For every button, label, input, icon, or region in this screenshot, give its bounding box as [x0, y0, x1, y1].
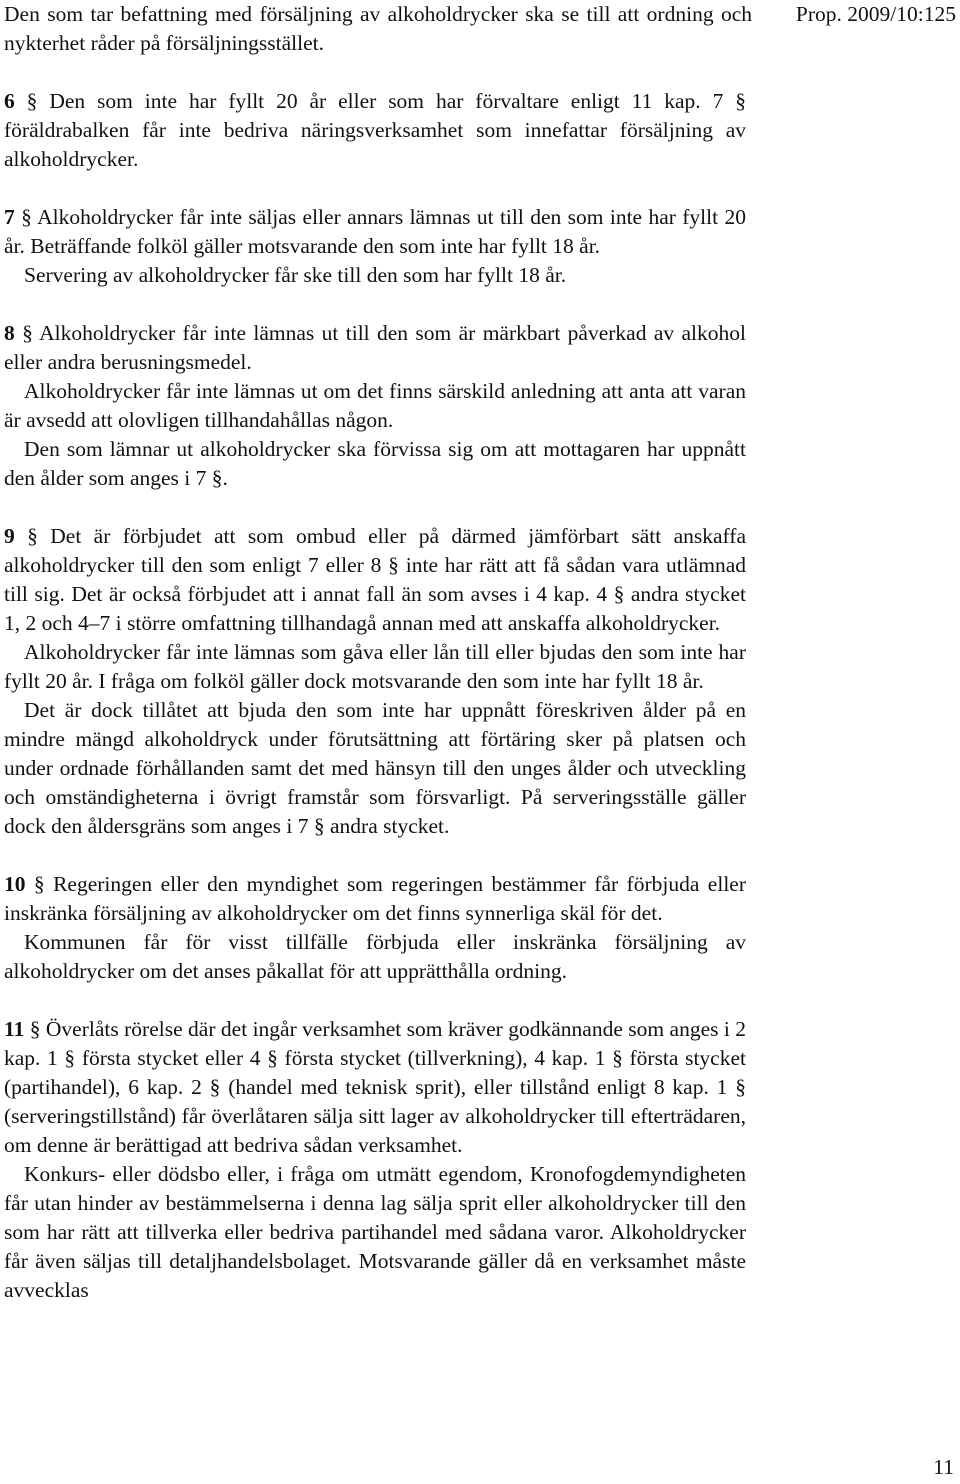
section-paragraph: Alkoholdrycker får inte säljas eller annars lämnas ut till den som inte har fyllt 20 år. Beträffande folköl gäller motsvarande den som inte har fyllt 18 år. [4, 205, 746, 258]
section-paragraph: Alkoholdrycker får inte lämnas ut om det finns särskild anledning att anta att varan är avsedd att olovligen tillhandahållas någon. [4, 379, 746, 432]
section-9: 9 § Det är förbjudet att som ombud eller på därmed jämförbart sätt anskaffa alkoholdrycker till den som enligt 7 eller 8 § inte har rätt att få sådan vara utlämnad till sig. Det är också förbjudet att i annat fall än som avses i 4 kap. 4 § andra stycket 1, 2 och 4–7 i större omfattning tillhandagå annan med att anskaffa alkoholdrycker. Alkoholdrycker får inte lämnas som gåva eller lån till eller bjudas den som inte har fyllt 20 år. I fråga om folköl gäller dock motsvarande den som inte har fyllt 18 år. Det är dock tillåtet att bjuda den som inte har uppnått föreskriven ålder på en mindre mängd alkoholdryck under förutsättning att förtäring sker på platsen och under ordnade förhållanden samt det med hänsyn till den unges ålder och utveckling och omständigheterna i övrigt framstår som försvarligt. På serveringsställe gäller dock den åldersgräns som anges i 7 § andra stycket. [4, 522, 746, 841]
page-number: 11 [933, 1455, 954, 1479]
section-10: 10 § Regeringen eller den myndighet som regeringen bestämmer får förbjuda eller inskränka försäljning av alkoholdrycker om det finns synnerliga skäl för det. Kommunen får för visst tillfälle förbjuda eller inskränka försäljning av alkoholdrycker om det anses påkallat för att upprätthålla ordning. [4, 870, 746, 986]
section-paragraph: Servering av alkoholdrycker får ske till den som har fyllt 18 år. [24, 263, 567, 287]
section-7: 7 § Alkoholdrycker får inte säljas eller annars lämnas ut till den som inte har fyllt 20 år. Beträffande folköl gäller motsvarande den som inte har fyllt 18 år. Servering av alkoholdrycker får ske till den som har fyllt 18 år. [4, 203, 746, 290]
section-number: 10 [4, 872, 26, 896]
section-paragraph: Regeringen eller den myndighet som regeringen bestämmer får förbjuda eller inskränka försäljning av alkoholdrycker om det finns synnerliga skäl för det. [4, 872, 746, 925]
section-8: 8 § Alkoholdrycker får inte lämnas ut till den som är märkbart påverkad av alkohol eller andra berusningsmedel. Alkoholdrycker får inte lämnas ut om det finns särskild anledning att anta att varan är avsedd att olovligen tillhandahållas någon. Den som lämnar ut alkoholdrycker ska förvissa sig om att mottagaren har uppnått den ålder som anges i 7 §. [4, 319, 746, 493]
section-number: 11 [4, 1017, 25, 1041]
section-paragraph: Den som lämnar ut alkoholdrycker ska förvissa sig om att mottagaren har uppnått den ålder som anges i 7 §. [4, 437, 746, 490]
section-number: 9 [4, 524, 15, 548]
section-number: 8 [4, 321, 15, 345]
proposition-label: Prop. 2009/10:125 [795, 2, 956, 26]
section-paragraph: Alkoholdrycker får inte lämnas som gåva eller lån till eller bjudas den som inte har fyllt 20 år. I fråga om folköl gäller dock motsvarande den som inte har fyllt 18 år. [4, 640, 746, 693]
section-paragraph: Det är förbjudet att som ombud eller på därmed jämförbart sätt anskaffa alkoholdrycker till den som enligt 7 eller 8 § inte har rätt att få sådan vara utlämnad till sig. Det är också förbjudet att i annat fall än som avses i 4 kap. 4 § andra stycket 1, 2 och 4–7 i större omfattning tillhandagå annan med att anskaffa alkoholdrycker. [4, 524, 747, 635]
intro-text: Den som tar befattning med försäljning av alkoholdrycker ska se till att ordning och nykterhet råder på försäljningsstället. [4, 2, 752, 55]
section-6: 6 § Den som inte har fyllt 20 år eller som har förvaltare enligt 11 kap. 7 § föräldrabalken får inte bedriva näringsverksamhet som innefattar försäljning av alkoholdrycker. [4, 89, 746, 171]
section-paragraph: Kommunen får för visst tillfälle förbjuda eller inskränka försäljning av alkoholdrycker om det anses påkallat för att upprätthålla ordning. [4, 930, 746, 983]
section-number: 7 [4, 205, 15, 229]
section-paragraph: Alkoholdrycker får inte lämnas ut till den som är märkbart påverkad av alkohol eller andra berusningsmedel. [4, 321, 746, 374]
section-paragraph: Det är dock tillåtet att bjuda den som inte har uppnått föreskriven ålder på en mindre mängd alkoholdryck under förutsättning att förtäring sker på platsen och under ordnade förhållanden samt det med hänsyn till den unges ålder och utveckling och omständigheterna i övrigt framstår som försvarligt. På serveringsställe gäller dock den åldersgräns som anges i 7 § andra stycket. [4, 698, 746, 838]
section-paragraph: Den som inte har fyllt 20 år eller som har förvaltare enligt 11 kap. 7 § föräldrabalken får inte bedriva näringsverksamhet som innefattar försäljning av alkoholdrycker. [4, 89, 746, 171]
section-paragraph: Överlåts rörelse där det ingår verksamhet som kräver godkännande som anges i 2 kap. 1 § första stycket eller 4 § första stycket (tillverkning), 4 kap. 1 § första stycket (partihandel), 6 kap. 2 § (handel med teknisk sprit), eller tillstånd enligt 8 kap. 1 § (serveringstillstånd) får överlåtaren sälja sitt lager av alkoholdrycker till efterträdaren, om denne är berättigad att bedriva sådan verksamhet. [4, 1017, 747, 1157]
section-number: 6 [4, 89, 15, 113]
law-text [4, 87, 746, 1305]
section-paragraph: Konkurs- eller dödsbo eller, i fråga om utmätt egendom, Kronofogdemyndigheten får utan hinder av bestämmelserna i denna lag sälja sprit eller alkoholdrycker till den som har rätt att tillverka eller bedriva partihandel med sådana varor. Alkoholdrycker får även säljas till detaljhandelsbolaget. Motsvarande gäller då en verksamhet måste avvecklas [4, 1162, 746, 1302]
section-11: 11 § Överlåts rörelse där det ingår verksamhet som kräver godkännande som anges i 2 kap. 1 § första stycket eller 4 § första stycket (tillverkning), 4 kap. 1 § första stycket (partihandel), 6 kap. 2 § (handel med teknisk sprit), eller tillstånd enligt 8 kap. 1 § (serveringstillstånd) får överlåtaren sälja sitt lager av alkoholdrycker till efterträdaren, om denne är berättigad att bedriva sådan verksamhet. Konkurs- eller dödsbo eller, i fråga om utmätt egendom, Kronofogdemyndigheten får utan hinder av bestämmelserna i denna lag sälja sprit eller alkoholdrycker till den som har rätt att tillverka eller bedriva partihandel med sådana varor. Alkoholdrycker får även säljas till detaljhandelsbolaget. Motsvarande gäller då en verksamhet måste avvecklas [4, 1015, 746, 1305]
